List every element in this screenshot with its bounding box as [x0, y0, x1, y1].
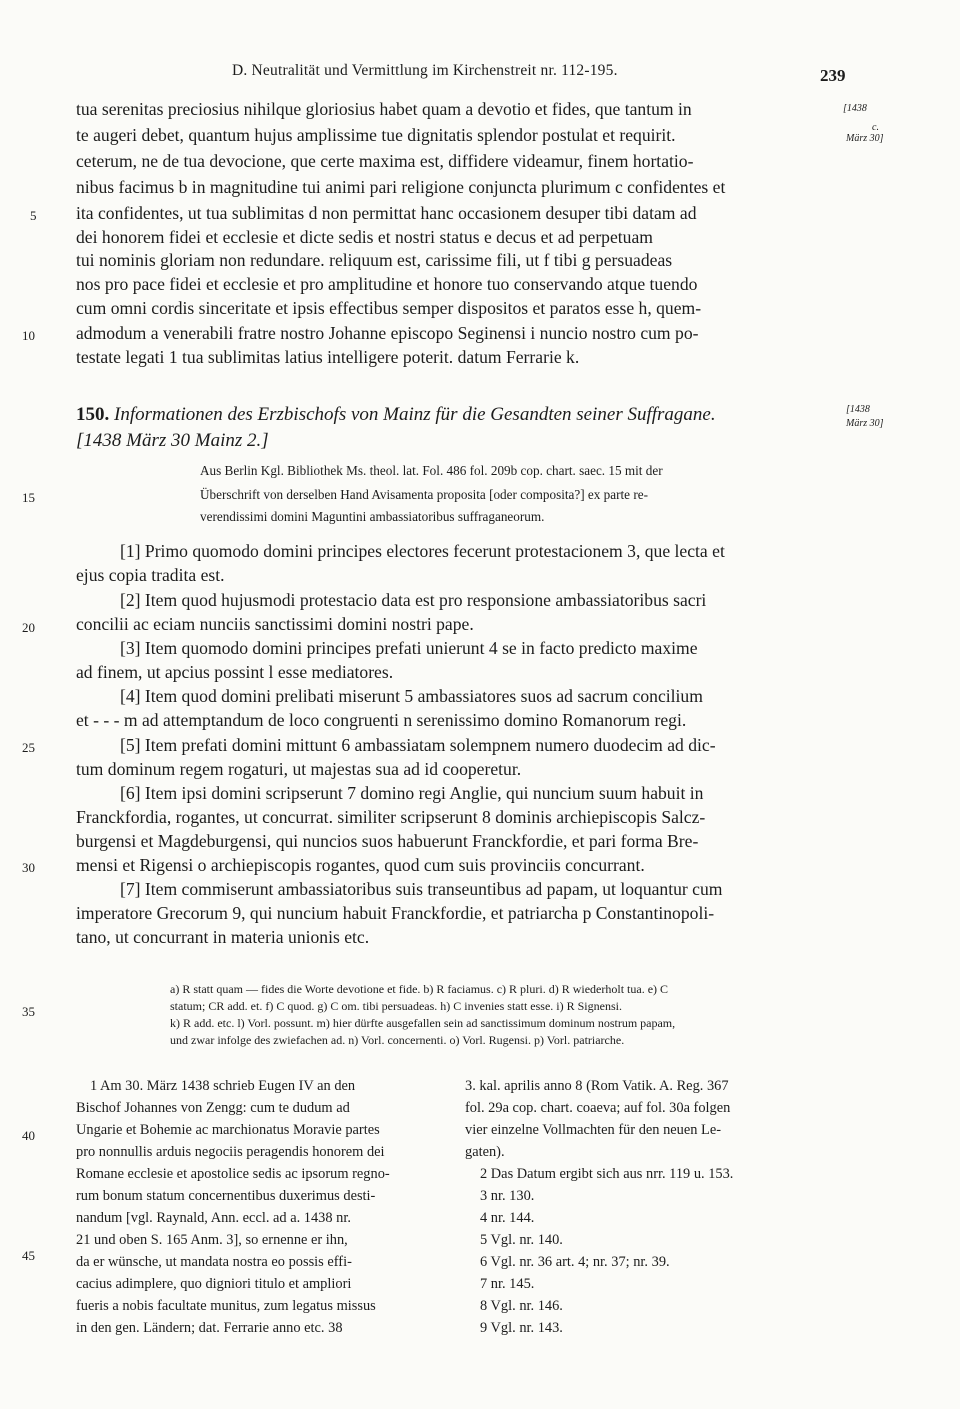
footnote-line: 5 Vgl. nr. 140.: [480, 1232, 563, 1248]
footnote-line: 3. kal. aprilis anno 8 (Rom Vatik. A. Reg. 367: [465, 1078, 729, 1094]
document-heading: [76, 404, 716, 426]
item-line: burgensi et Magdeburgensi, qui nuncios suos habuerunt Franckfordie, et pari forma Bre-: [76, 831, 699, 851]
letter-line: ita confidentes, ut tua sublimitas d non permittat hanc occasionem desuper tibi datam ad: [76, 203, 697, 223]
variant-note: k) R add. etc. l) Vorl. possunt. m) hier dürfte ausgefallen sein ad sanctissimum dominum nostrum papam,: [170, 1016, 676, 1030]
item-line: imperatore Grecorum 9, qui nuncium habuit Franckfordie, et patriarcha p Constantinopoli-: [76, 903, 715, 923]
line-number: 40: [22, 1128, 35, 1143]
line-number: 25: [22, 740, 35, 755]
letter-line: cum omni cordis sinceritate et ipsis effectibus semper dispositos et paratos esse h, quem-: [76, 298, 702, 318]
line-number: 30: [22, 860, 35, 875]
variant-note: statum; CR add. et. f) C quod. g) C om. tibi persuadeas. h) C invenies statt esse. i) R Signensi.: [170, 999, 622, 1013]
letter-line: tua serenitas preciosius nihilque gloriosius habet quam a devotio et fides, que tantum in: [76, 99, 692, 119]
footnote-line: Ungarie et Bohemie ac marchionatus Moravie partes: [76, 1122, 380, 1138]
letter-line: tui nominis gloriam non redundare. reliquum est, carissime fili, ut f tibi g persuadeas: [76, 250, 673, 270]
footnote-line: 1 Am 30. März 1438 schrieb Eugen IV an den: [90, 1078, 356, 1094]
margin-note-doc150-2: März 30]: [846, 418, 884, 429]
letter-line: ceterum, ne de tua devocione, que certe maxima est, diffidere videamur, finem hortatio-: [76, 151, 694, 171]
variant-note: und zwar infolge des zwiefachen ad. n) Vorl. concernenti. o) Vorl. Rugensi. p) Vorl. patriarche.: [170, 1033, 625, 1047]
footnote-line: 7 nr. 145.: [480, 1276, 535, 1292]
source-description: verendissimi domini Maguntini ambassiatoribus suffraganeorum.: [200, 509, 545, 524]
line-number: 35: [22, 1004, 35, 1019]
source-description: Überschrift von derselben Hand Avisamenta proposita [oder composita?] ex parte re-: [200, 487, 648, 502]
line-number: 20: [22, 620, 35, 635]
footnote-line: 21 und oben S. 165 Anm. 3], so ernenne er ihn,: [76, 1232, 348, 1248]
footnote-line: cacius adimplere, quo digniori titulo et ampliori: [76, 1276, 352, 1292]
letter-line: testate legati 1 tua sublimitas latius intelligere poterit. datum Ferrarie k.: [76, 347, 580, 367]
footnote-line: 3 nr. 130.: [480, 1188, 535, 1204]
margin-note-date-3: März 30]: [846, 133, 884, 144]
item-line: [1] Primo quomodo domini principes electores fecerunt protestacionem 3, que lecta et: [120, 541, 725, 561]
item-line: [7] Item commiserunt ambassiatoribus suis transeuntibus ad papam, ut loquantur cum: [120, 879, 723, 899]
item-line: tano, ut concurrant in materia unionis etc.: [76, 927, 370, 947]
footnote-line: nandum [vgl. Raynald, Ann. eccl. ad a. 1438 nr.: [76, 1210, 351, 1226]
footnote-line: 2 Das Datum ergibt sich aus nrr. 119 u. 153.: [480, 1166, 734, 1182]
line-number: 15: [22, 490, 35, 505]
item-line: Franckfordia, rogantes, ut concurrat. similiter scripserunt 8 dominis archiepiscopis Salcz-: [76, 807, 706, 827]
item-line: [2] Item quod hujusmodi protestacio data est pro responsione ambassiatoribus sacri: [120, 590, 707, 610]
document-date: [1438 März 30 Mainz 2.]: [76, 430, 269, 451]
footnote-line: gaten).: [465, 1144, 505, 1160]
letter-line: nos pro pace fidei et ecclesie et pro amplitudine et honore tuo conservando atque tuendo: [76, 274, 698, 294]
document-number: 150.: [76, 404, 110, 425]
running-title: D. Neutralität und Vermittlung im Kirchenstreit nr. 112-195.: [232, 62, 618, 79]
letter-line: admodum a venerabili fratre nostro Johanne episcopo Seginensi i nuncio nostro cum po-: [76, 323, 699, 343]
item-line: et - - - m ad attemptandum de loco congruenti n serenissimo domino Romanorum regi.: [76, 710, 687, 730]
footnote-line: 6 Vgl. nr. 36 art. 4; nr. 37; nr. 39.: [480, 1254, 670, 1270]
item-line: ejus copia tradita est.: [76, 565, 225, 585]
document-title: Informationen des Erzbischofs von Mainz für die Gesandten seiner Suffragane.: [114, 404, 716, 425]
item-line: tum dominum regem rogaturi, ut majestas sua ad id cooperetur.: [76, 759, 522, 779]
footnote-line: Bischof Johannes von Zengg: cum te dudum ad: [76, 1100, 350, 1116]
footnote-line: 9 Vgl. nr. 143.: [480, 1320, 563, 1336]
footnote-line: fol. 29a cop. chart. coaeva; auf fol. 30a folgen: [465, 1100, 731, 1116]
item-line: [5] Item prefati domini mittunt 6 ambassiatam solempnem numero duodecim ad dic-: [120, 735, 716, 755]
item-line: [3] Item quomodo domini principes prefati unierunt 4 se in facto predicto maxime: [120, 638, 698, 658]
item-line: concilii ac eciam nunciis sanctissimi domini nostri pape.: [76, 614, 474, 634]
item-line: [4] Item quod domini prelibati miserunt 5 ambassiatores suos ad sacrum concilium: [120, 686, 703, 706]
margin-note-date-2: c.: [872, 122, 879, 133]
line-number: 5: [30, 208, 37, 223]
margin-note-doc150-1: [1438: [846, 404, 870, 415]
line-number: 45: [22, 1248, 35, 1263]
footnote-line: 4 nr. 144.: [480, 1210, 535, 1226]
margin-note-date-1: [1438: [843, 103, 867, 114]
item-line: ad finem, ut apcius possint l esse mediatores.: [76, 662, 394, 682]
footnote-line: vier einzelne Vollmachten für den neuen Le-: [465, 1122, 721, 1138]
page-number: 239: [820, 66, 846, 85]
footnote-line: pro nonnullis arduis negociis peragendis honorem dei: [76, 1144, 385, 1160]
footnote-line: fueris a nobis facultate munitus, zum legatus missus: [76, 1298, 376, 1314]
source-description: Aus Berlin Kgl. Bibliothek Ms. theol. lat. Fol. 486 fol. 209b cop. chart. saec. 15 mit der: [200, 463, 663, 478]
item-line: mensi et Rigensi o archiepiscopis rogantes, quod cum suis provinciis concurrant.: [76, 855, 645, 875]
letter-line: nibus facimus b in magnitudine tui animi pari religione conjuncta plurimum c confidentes et: [76, 177, 726, 197]
letter-line: te augeri debet, quantum hujus amplissime tue dignitatis splendor postulat et requirit.: [76, 125, 676, 145]
footnote-line: 8 Vgl. nr. 146.: [480, 1298, 563, 1314]
variant-note: a) R statt quam — fides die Worte devotione et fide. b) R faciamus. c) R pluri. d) R wiederholt tua. e) C: [170, 982, 669, 996]
line-number: 10: [22, 328, 35, 343]
footnote-line: da er wünsche, ut mandata nostra eo possis effi-: [76, 1254, 352, 1270]
item-line: [6] Item ipsi domini scripserunt 7 domino regi Anglie, qui nuncium suum habuit in: [120, 783, 704, 803]
letter-line: dei honorem fidei et ecclesie et dicte sedis et nostri status e decus et ad perpetuam: [76, 227, 653, 247]
footnote-line: rum bonum statum concernentibus duxerimus desti-: [76, 1188, 376, 1204]
footnote-line: in den gen. Ländern; dat. Ferrarie anno etc. 38: [76, 1320, 343, 1336]
footnote-line: Romane ecclesie et apostolice sedis ac ipsorum regno-: [76, 1166, 390, 1182]
